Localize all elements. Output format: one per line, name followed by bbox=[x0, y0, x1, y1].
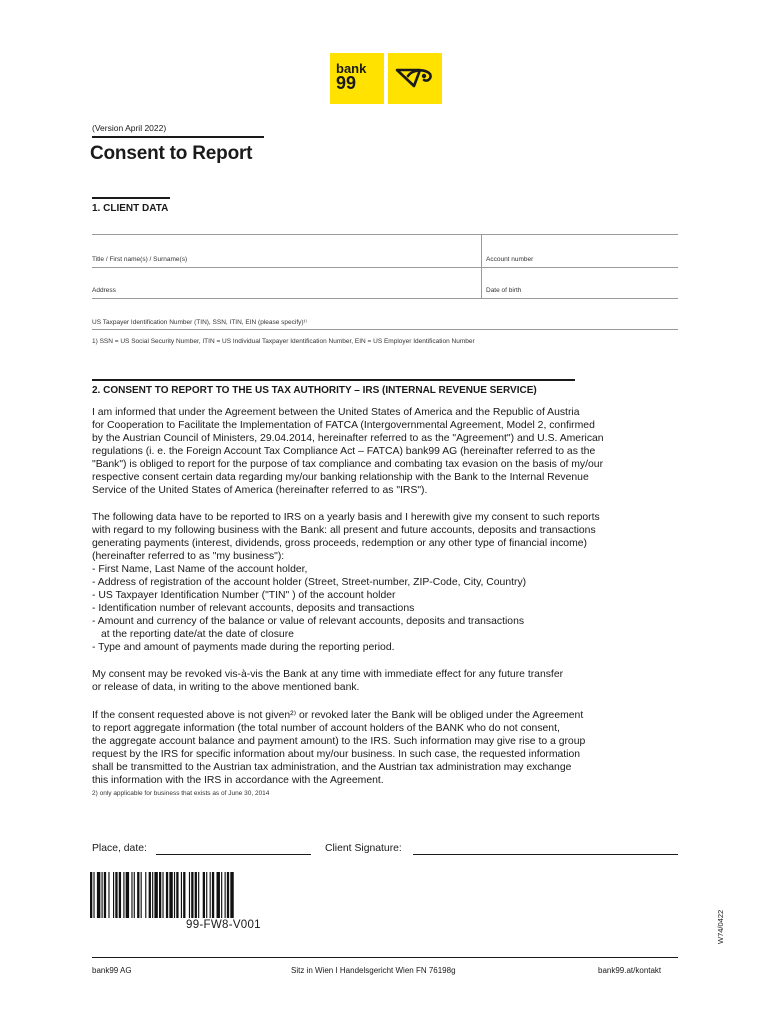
list-item-continuation: at the reporting date/at the date of closure bbox=[101, 629, 294, 640]
barcode-bar bbox=[203, 872, 205, 918]
version-label: (Version April 2022) bbox=[92, 123, 167, 133]
barcode-bar bbox=[210, 872, 211, 918]
consent-paragraph-4 bbox=[92, 709, 692, 787]
footer-registration: Sitz in Wien I Handelsgericht Wien FN 76198g bbox=[291, 966, 456, 975]
address-field-label: Address bbox=[92, 287, 116, 294]
consent-paragraph-2 bbox=[92, 511, 692, 654]
footer-company: bank99 AG bbox=[92, 966, 132, 975]
bank99-logo bbox=[330, 53, 384, 104]
footer-link[interactable]: bank99.at/kontakt bbox=[598, 966, 662, 975]
barcode-bar bbox=[189, 872, 190, 918]
place-date-label: Place, date: bbox=[92, 843, 147, 854]
barcode-bar bbox=[174, 872, 175, 918]
list-item: - Address of registration of the account holder (Street, Street-number, ZIP-Code, City, Country) bbox=[92, 576, 692, 589]
text-line: to report aggregate information (the total number of account holders of the BANK who do not consent, bbox=[92, 723, 560, 734]
post-horn-icon bbox=[394, 64, 434, 92]
text-line: (hereinafter referred to as "my business"): bbox=[92, 551, 285, 562]
text-line: My consent may be revoked vis-à-vis the Bank at any time with immediate effect for any future transfer bbox=[92, 669, 564, 680]
logo-text-bank: bank bbox=[336, 61, 367, 76]
section1-rule bbox=[92, 197, 170, 199]
barcode-bar bbox=[134, 872, 135, 918]
field-divider bbox=[92, 298, 678, 299]
barcode-bar bbox=[152, 872, 153, 918]
section2-rule bbox=[92, 379, 575, 381]
barcode-bar bbox=[206, 872, 207, 918]
barcode-bar bbox=[137, 872, 139, 918]
barcode-bar bbox=[131, 872, 132, 918]
consent-paragraph-3 bbox=[92, 668, 692, 694]
list-item: - Identification number of relevant accounts, deposits and transactions bbox=[92, 602, 692, 615]
client-signature-line[interactable] bbox=[413, 854, 678, 855]
barcode-text: 99-FW8-V001 bbox=[186, 919, 261, 931]
barcode-bar bbox=[102, 872, 103, 918]
logo-text-99: 99 bbox=[336, 73, 357, 93]
list-item: - Type and amount of payments made during the reporting period. bbox=[92, 641, 692, 654]
list-item: - First Name, Last Name of the account holder, bbox=[92, 563, 692, 576]
footnote-2: 2) only applicable for business that exists as of June 30, 2014 bbox=[92, 790, 270, 797]
barcode-bar bbox=[113, 872, 114, 918]
barcode-bar bbox=[149, 872, 151, 918]
name-field-label: Title / First name(s) / Surname(s) bbox=[92, 256, 188, 263]
text-line: The following data have to be reported to IRS on a yearly basis and I herewith give my consent to such reports bbox=[92, 512, 600, 523]
tin-field-label: US Taxpayer Identification Number (TIN), SSN, ITIN, EIN (please specify)¹⁾ bbox=[92, 319, 308, 326]
barcode-bar bbox=[159, 872, 161, 918]
list-item: - US Taxpayer Identification Number ("TIN" ) of the account holder bbox=[92, 589, 692, 602]
barcode-bar bbox=[212, 872, 214, 918]
barcode-bar bbox=[115, 872, 117, 918]
barcode-bar bbox=[97, 872, 100, 918]
barcode-bar bbox=[195, 872, 197, 918]
barcode bbox=[90, 872, 276, 920]
text-line: or release of data, in writing to the above mentioned bank. bbox=[92, 682, 360, 693]
barcode-bar bbox=[176, 872, 178, 918]
barcode-bar bbox=[230, 872, 233, 918]
consent-paragraph-1 bbox=[92, 406, 692, 497]
barcode-bar bbox=[169, 872, 172, 918]
text-line: request by the IRS for specific information about my/our business. In such case, the requested information bbox=[92, 749, 581, 760]
section2-heading: 2. CONSENT TO REPORT TO THE US TAX AUTHORITY – IRS (INTERNAL REVENUE SERVICE) bbox=[92, 385, 537, 396]
date-of-birth-field-label: Date of birth bbox=[486, 287, 522, 294]
barcode-bar bbox=[93, 872, 94, 918]
barcode-bar bbox=[126, 872, 129, 918]
barcode-bar bbox=[162, 872, 163, 918]
text-line: I am informed that under the Agreement between the United States of America and the Republic of Austria bbox=[92, 407, 580, 418]
barcode-bar bbox=[145, 872, 146, 918]
text-line: this information with the IRS in accordance with the Agreement. bbox=[92, 775, 384, 786]
field-divider bbox=[92, 234, 678, 235]
field-column-divider bbox=[481, 234, 482, 298]
text-line: "Bank") is obliged to report for the purpose of tax compliance and combating tax evasion on the basis of my/our bbox=[92, 459, 604, 470]
barcode-bar bbox=[141, 872, 142, 918]
barcode-bar bbox=[123, 872, 124, 918]
post-logo bbox=[388, 53, 442, 104]
text-line: by the Austrian Council of Ministers, 29.04.2014, hereinafter referred to as the "Agreement") and U.S. American bbox=[92, 433, 604, 444]
text-line: the aggregate account balance and payment amount) to the IRS. Such information may give rise to a group bbox=[92, 736, 586, 747]
barcode-bar bbox=[221, 872, 222, 918]
field-divider bbox=[92, 267, 678, 268]
client-signature-label: Client Signature: bbox=[325, 843, 402, 854]
section1-heading: 1. CLIENT DATA bbox=[92, 203, 169, 214]
place-date-line[interactable] bbox=[156, 854, 311, 855]
text-line: generating payments (interest, dividends, gross proceeds, redemption or any other type of financial income) bbox=[92, 538, 587, 549]
barcode-bar bbox=[183, 872, 185, 918]
barcode-bar bbox=[119, 872, 121, 918]
account-number-field-label: Account number bbox=[486, 256, 534, 263]
text-line: for Cooperation to Facilitate the Implementation of FATCA (Intergovernmental Agreement, Model 2, confirmed bbox=[92, 420, 595, 431]
page-title: Consent to Report bbox=[90, 143, 253, 164]
text-line: regulations (i. e. the Foreign Account Tax Compliance Act – FATCA) bank99 AG (hereinafter referred to as the bbox=[92, 446, 596, 457]
title-rule bbox=[92, 136, 264, 138]
barcode-bar bbox=[104, 872, 106, 918]
field-divider bbox=[92, 329, 678, 330]
barcode-bar bbox=[166, 872, 168, 918]
barcode-bar bbox=[225, 872, 226, 918]
footnote-1: 1) SSN = US Social Security Number, ITIN = US Individual Taxpayer Identification Number, EIN = US Employer Identification Number bbox=[92, 338, 475, 345]
text-line: Service of the United States of America (hereinafter referred to as "IRS"). bbox=[92, 485, 428, 496]
text-line: respective consent certain data regarding my/our banking relationship with the Bank to the Internal Revenue bbox=[92, 472, 589, 483]
text-line: with regard to my following business with the Bank: all present and future accounts, deposits and transactions bbox=[92, 525, 596, 536]
barcode-bar bbox=[227, 872, 229, 918]
barcode-bar bbox=[217, 872, 220, 918]
text-line: If the consent requested above is not given²⁾ or revoked later the Bank will be obliged under the Agreement bbox=[92, 710, 584, 721]
list-item: - Amount and currency of the balance or value of relevant accounts, deposits and transactions bbox=[92, 615, 692, 628]
barcode-bar bbox=[181, 872, 182, 918]
barcode-bar bbox=[198, 872, 199, 918]
barcode-bar bbox=[108, 872, 109, 918]
text-line: shall be transmitted to the Austrian tax administration, and the Austrian tax administration may exchange bbox=[92, 762, 572, 773]
barcode-bar bbox=[191, 872, 193, 918]
barcode-bar bbox=[90, 872, 92, 918]
form-code: W74/0422 bbox=[716, 909, 725, 944]
barcode-bar bbox=[154, 872, 157, 918]
footer-rule bbox=[92, 957, 678, 958]
